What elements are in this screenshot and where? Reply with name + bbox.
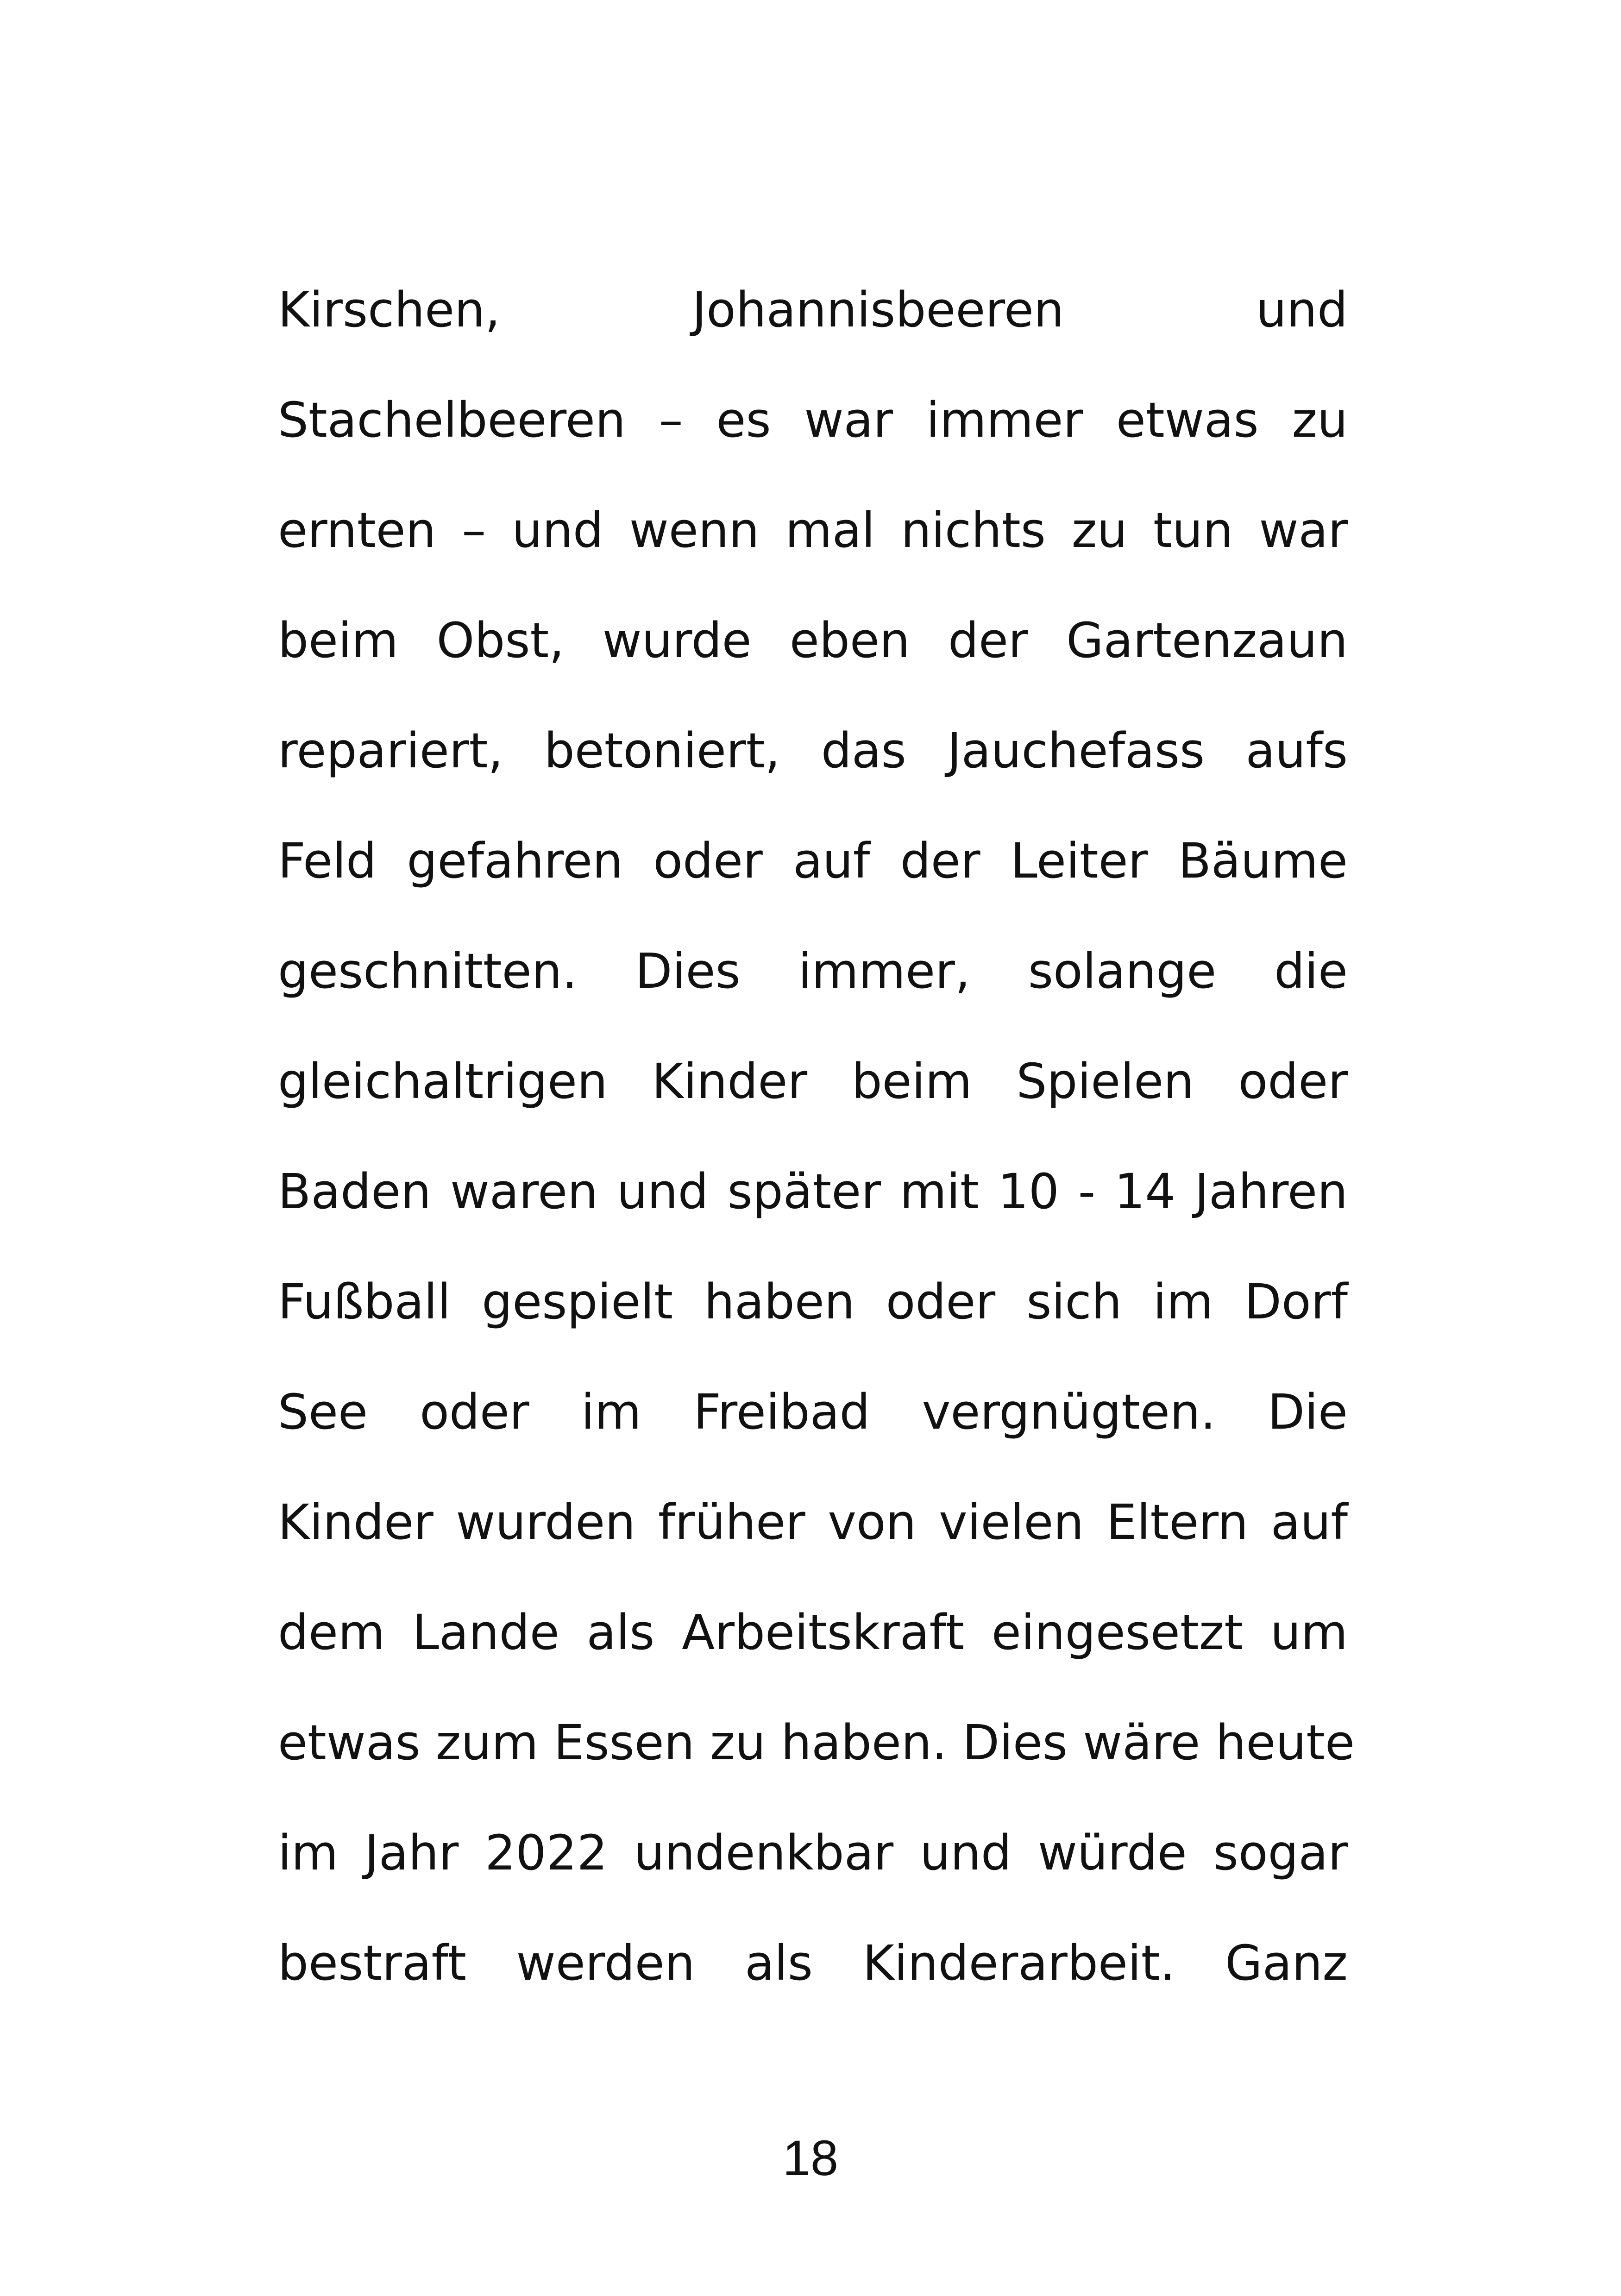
text-line-4: beim Obst, wurde eben der Gartenzaun [278,612,1348,669]
text-line-16: bestraft werden als Kinderarbeit. Ganz [278,1935,1348,1991]
text-line-2: Stachelbeeren – es war immer etwas zu [278,392,1348,448]
text-line-11: See oder im Freibad vergnügten. Die [278,1384,1348,1440]
text-line-8: gleichaltrigen Kinder beim Spielen oder [278,1053,1348,1110]
text-line-3: ernten – und wenn mal nichts zu tun war [278,502,1348,558]
text-line-9: Baden waren und später mit 10 - 14 Jahren [278,1163,1348,1220]
text-line-12: Kinder wurden früher von vielen Eltern auf [278,1494,1348,1550]
text-line-7: geschnitten. Dies immer, solange die [278,943,1348,999]
text-line-1: Kirschen, Johannisbeeren und [278,282,1348,338]
text-line-13: dem Lande als Arbeitskraft eingesetzt um [278,1604,1348,1661]
text-line-5: repariert, betoniert, das Jauchefass aufs [278,722,1348,779]
text-line-10: Fußball gespielt haben oder sich im Dorf [278,1273,1348,1330]
text-line-6: Feld gefahren oder auf der Leiter Bäume [278,833,1348,889]
body-text [278,255,1355,2018]
text-line-15: im Jahr 2022 undenkbar und würde sogar [278,1825,1348,1881]
text-line-14: etwas zum Essen zu haben. Dies wäre heute [278,1714,1355,1771]
page-number: 18 [782,2130,839,2186]
